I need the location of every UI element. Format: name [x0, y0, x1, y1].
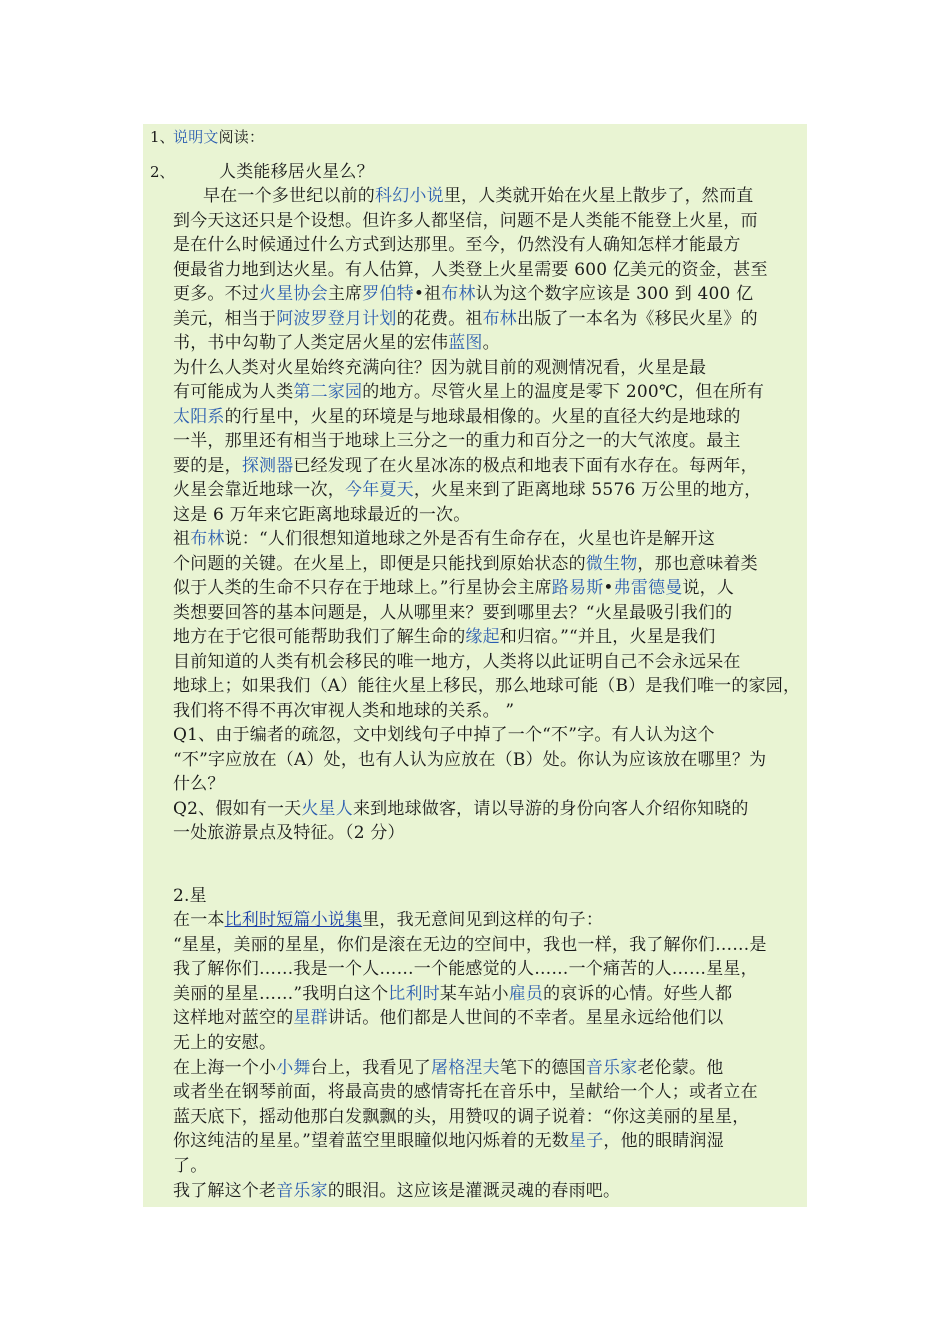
keyword-link[interactable]: 音乐家 — [585, 1057, 638, 1078]
text-line — [173, 209, 758, 234]
article-title-mars: 人类能移居火星么？ — [219, 162, 374, 182]
text-line — [173, 957, 758, 982]
text-line — [203, 184, 753, 209]
article-title-stars: 2.星 — [173, 886, 207, 906]
text-segment: 来到地球做客，请以导游的身份向客人介绍你知晓的 — [352, 798, 749, 819]
text-line — [173, 454, 758, 479]
keyword-link[interactable]: 今年夏天 — [345, 480, 414, 500]
text-segment: 的花费。祖 — [396, 308, 483, 329]
underlined-link[interactable]: 比利时短篇小说集 — [224, 910, 363, 930]
text-line — [173, 1056, 723, 1081]
text-segment: 祖 — [173, 529, 191, 549]
text-segment: 我了解你们……我是一个人……一个能感觉的人……一个痛苦的人……星星， — [173, 959, 758, 980]
text-segment: 的行星中，火星的环境是与地球最相像的。火星的直径大约是地球的 — [224, 406, 741, 427]
text-segment: 里，人类就开始在火星上散步了，然而直 — [443, 186, 754, 206]
text-segment: 老伦蒙。他 — [637, 1057, 724, 1078]
item-1-heading: 说明文阅读： — [173, 128, 265, 146]
text-line — [173, 982, 732, 1007]
text-segment: 似于人类的生命不只存在于地球上。”行星协会主席 — [173, 578, 552, 598]
text-line — [173, 797, 749, 822]
keyword-link[interactable]: 星子 — [569, 1131, 604, 1152]
keyword-link[interactable]: 路易斯 — [551, 578, 604, 598]
text-segment: 要的是， — [173, 455, 242, 476]
text-segment: 说，人 — [682, 578, 735, 598]
text-line — [173, 282, 753, 307]
text-line — [173, 699, 514, 724]
text-segment: 的哀诉的心情。好些人都 — [543, 983, 733, 1004]
text-segment: 认为这个数字应该是 300 到 400 亿 — [475, 284, 754, 304]
keyword-link[interactable]: 火星协会 — [259, 284, 328, 304]
text-segment: 主席 — [327, 284, 363, 304]
keyword-link[interactable]: 探测器 — [241, 455, 294, 476]
text-line — [173, 625, 716, 650]
text-segment: ，他的眼睛润湿 — [603, 1131, 724, 1152]
text-segment: ，火星来到了距离地球 5576 万公里的地方， — [413, 480, 762, 500]
text-segment: 和归宿。”“并且，火星是我们 — [499, 627, 716, 647]
text-segment: 一处旅游景点及特征。（2 分） — [173, 823, 405, 843]
keyword-link[interactable]: 布林 — [441, 284, 476, 304]
text-segment: 地球上；如果我们（A）能往火星上移民，那么地球可能（B）是我们唯一的家园， — [173, 676, 801, 696]
text-segment: •祖 — [413, 284, 442, 304]
text-segment: 我们将不得不再次审视人类和地球的关系。 ” — [173, 700, 515, 721]
text-line — [173, 527, 715, 552]
keyword-link[interactable]: 小舞 — [276, 1057, 311, 1078]
text-segment: 已经发现了在火星冰冻的极点和地表下面有水存在。每两年， — [293, 455, 758, 476]
keyword-link[interactable]: 音乐家 — [276, 1180, 328, 1201]
text-line — [173, 650, 741, 675]
text-line — [173, 748, 766, 773]
keyword-link[interactable]: 罗伯特 — [362, 284, 414, 304]
text-segment: 这是 6 万年来它距离地球最近的一次。 — [173, 504, 471, 525]
text-segment: 火星会靠近地球一次， — [173, 480, 345, 500]
text-line — [173, 552, 758, 577]
text-line — [173, 1105, 750, 1130]
keyword-link[interactable]: 缘起 — [465, 627, 500, 647]
text-line — [173, 723, 715, 748]
text-segment: 某车站小 — [439, 983, 509, 1004]
text-line — [173, 478, 761, 503]
keyword-link[interactable]: 火星人 — [301, 798, 353, 819]
text-line — [173, 674, 800, 699]
text-segment: 一半，那里还有相当于地球上三分之一的重力和百分之一的大气浓度。最主 — [173, 431, 741, 451]
keyword-link[interactable]: 第二家园 — [293, 382, 363, 402]
text-line — [173, 380, 764, 405]
text-segment: 有可能成为人类 — [173, 382, 294, 402]
text-segment: 在一本 — [173, 910, 225, 930]
text-segment: 。 — [482, 333, 500, 353]
text-segment: 笔下的德国 — [499, 1057, 586, 1078]
text-segment: 说：“人们很想知道地球之外是否有生命存在，火星也许是解开这 — [224, 529, 716, 549]
text-segment: “星星，美丽的星星，你们是滚在无边的空间中，我也一样，我了解你们……是 — [173, 934, 767, 955]
text-line — [173, 1179, 620, 1204]
text-segment: 便最省力地到达火星。有人估算，人类登上火星需要 600 亿美元的资金，甚至 — [173, 259, 768, 280]
keyword-link[interactable]: 屠格涅夫 — [431, 1057, 500, 1078]
keyword-link[interactable]: 微生物 — [585, 553, 638, 574]
text-line — [173, 1154, 207, 1179]
keyword-link[interactable]: 蓝图 — [448, 333, 483, 353]
text-line — [173, 405, 741, 430]
text-segment: ，那也意味着类 — [637, 553, 758, 574]
text-line — [173, 258, 768, 283]
text-segment: Q2、假如有一天 — [173, 798, 302, 819]
text-segment: • — [603, 578, 614, 598]
text-segment: 地方在于它很可能帮助我们了解生命的 — [173, 627, 466, 647]
text-segment: 我了解这个老 — [173, 1180, 277, 1201]
text-line — [173, 503, 470, 528]
text-line — [173, 307, 758, 332]
text-line — [173, 576, 734, 601]
text-segment: 什么？ — [173, 774, 225, 794]
text-segment: 蓝天底下，摇动他那白发飘飘的头，用赞叹的调子说着：“你这美丽的星星， — [173, 1106, 750, 1127]
text-line — [173, 1080, 758, 1105]
text-line — [173, 601, 732, 626]
text-line — [173, 1031, 276, 1056]
text-segment: “不”字应放在（A）处，也有人认为应放在（B）处。你认为应该放在哪里？为 — [173, 749, 767, 770]
text-segment: 或者坐在钢琴前面，将最高贵的感情寄托在音乐中，呈献给一个人；或者立在 — [173, 1082, 758, 1103]
text-segment: 为什么人类对火星始终充满向往？因为就目前的观测情况看，火星是最 — [173, 357, 707, 378]
text-segment: 美元，相当于 — [173, 308, 277, 329]
keyword-link[interactable]: 星群 — [293, 1008, 328, 1029]
text-segment: 类想要回答的基本问题是，人从哪里来？要到哪里去？“火星最吸引我们的 — [173, 602, 733, 623]
item-number-2: 2、 — [150, 163, 175, 181]
text-segment: 早在一个多世纪以前的 — [203, 186, 375, 206]
text-line — [173, 356, 706, 381]
text-segment: 目前知道的人类有机会移民的唯一地方，人类将以此证明自己不会永远呆在 — [173, 651, 741, 672]
text-segment: 到今天这还只是个设想。但许多人都坚信，问题不是人类能不能登上火星，而 — [173, 210, 758, 231]
text-segment: 个问题的关键。在火星上，即便是只能找到原始状态的 — [173, 553, 586, 574]
text-segment: 是在什么时候通过什么方式到达那里。至今，仍然没有人确知怎样才能最方 — [173, 235, 741, 255]
text-segment: 里，我无意间见到这样的句子： — [362, 910, 604, 930]
keyword-link[interactable]: 科幻小说 — [375, 186, 444, 206]
text-line — [173, 908, 603, 933]
text-segment: 美丽的星星……”我明白这个 — [173, 983, 389, 1004]
text-line — [173, 429, 741, 454]
keyword-link[interactable]: 阿波罗登月计划 — [276, 308, 397, 329]
text-segment: 了。 — [173, 1156, 208, 1176]
text-line — [173, 1006, 723, 1031]
text-segment: 这样地对蓝空的 — [173, 1008, 294, 1029]
text-segment: Q1、由于编者的疏忽，文中划线句子中掉了一个“不”字。有人认为这个 — [173, 725, 715, 745]
text-segment: 讲话。他们都是人世间的不幸者。星星永远给他们以 — [327, 1008, 724, 1029]
keyword-link[interactable]: 雇员 — [508, 983, 544, 1004]
text-line — [173, 821, 405, 846]
keyword-link[interactable]: 比利时 — [388, 983, 440, 1004]
text-segment: 书，书中勾勒了人类定居火星的宏伟 — [173, 333, 449, 353]
text-line — [173, 233, 741, 258]
keyword-link[interactable]: 布林 — [482, 308, 518, 329]
text-line — [173, 933, 767, 958]
text-segment: 台上，我看见了 — [310, 1057, 432, 1078]
keyword-link[interactable]: 布林 — [190, 529, 225, 549]
text-segment: 在上海一个小 — [173, 1057, 277, 1078]
keyword-link[interactable]: 弗雷德曼 — [613, 578, 683, 598]
text-line — [173, 772, 225, 797]
text-segment: 的地方。尽管火星上的温度是零下 200℃，但在所有 — [362, 382, 765, 402]
text-segment: 无上的安慰。 — [173, 1033, 277, 1053]
link-expository-text[interactable]: 说明文 — [173, 128, 219, 146]
item-number-1: 1、 — [150, 128, 175, 146]
text-line — [173, 1129, 724, 1154]
text-line — [173, 331, 500, 356]
keyword-link[interactable]: 太阳系 — [173, 406, 225, 427]
text-segment: 的眼泪。这应该是灌溉灵魂的春雨吧。 — [327, 1180, 621, 1201]
text-segment: 出版了一本名为《移民火星》的 — [517, 308, 758, 329]
text-segment: 更多。不过 — [173, 284, 259, 304]
text-segment: 你这纯洁的星星。”望着蓝空里眼瞳似地闪烁着的无数 — [173, 1131, 569, 1152]
